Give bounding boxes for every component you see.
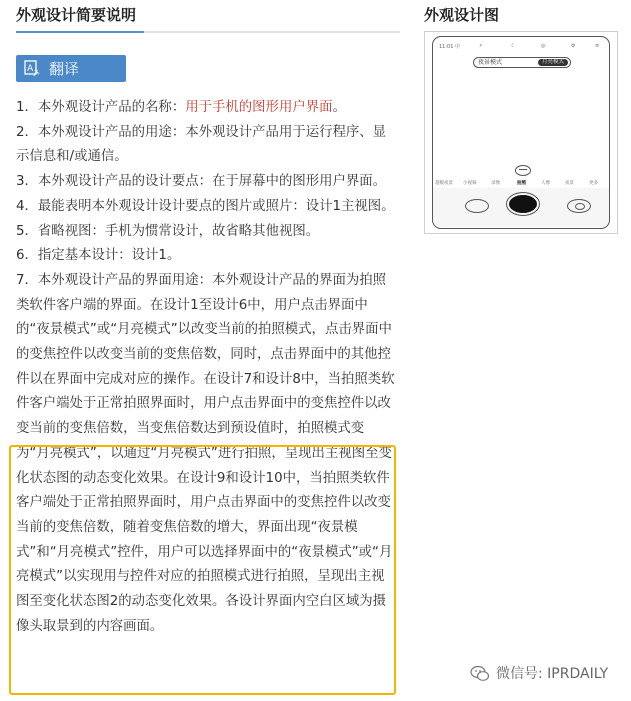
moon-mode-label: 月亮模式	[538, 59, 568, 66]
moon-icon: ☾	[511, 43, 516, 49]
camera-tab: 人像	[541, 181, 550, 186]
mode-switcher	[473, 57, 571, 68]
section-title-design-figure: 外观设计图	[424, 6, 500, 24]
flash-icon: ⚡	[479, 43, 483, 49]
camera-tab: 超级夜景	[435, 181, 453, 186]
camera-bottom-bar	[433, 188, 609, 227]
wechat-icon	[470, 665, 490, 682]
camera-tab: 录像	[491, 181, 500, 186]
translate-label: 翻译	[49, 60, 80, 78]
item-3: 3．本外观设计产品的设计要点：在于屏幕中的图形用户界面。	[16, 174, 387, 190]
translate-icon	[24, 60, 41, 77]
description-body	[16, 96, 396, 639]
switch-camera-icon	[567, 199, 591, 213]
item-7: 7．本外观设计产品的界面用途：本外观设计产品的界面为拍照类软件客户端的界面。在设计1至设计6中，用户点击界面中的“夜景模式”或“月亮模式”以改变当前的拍照模式，点击界面中的变焦控件以改变当前的变焦倍数，同时，点击界面中的其他控件以在界面中完成对应的操作。在设计7和设计8中，当拍照类软件客户端处于正常拍照界面时，用户点击界面中的变焦控件以改变当前的变焦倍数，当变焦倍数达到预设值时，拍照模式变为“月亮模式”，以通过“月亮模式”进行拍照，呈现出主视图至变化状态图的动态变化效果。在设计9和设计10中，当拍照类软件客户端处于正常拍照界面时，用户点击界面中的变焦控件以改变当前的变焦倍数，随着变焦倍数的增大，界面出现“夜景模式”和“月亮模式”控件，用户可以选择界面中的“夜景模式”或“月亮模式”以实现用与控件对应的拍照模式进行拍照，呈现出主视图至变化状态图2的动态变化效果。各设计界面内空白区域为摄像头取景到的内容画面。	[16, 272, 395, 634]
target-icon: ◎	[541, 43, 546, 49]
item-6: 6．指定基本设计：设计1。	[16, 248, 181, 264]
camera-tab: 夜景	[565, 181, 574, 186]
gallery-button-icon	[465, 199, 489, 213]
item-4: 4．最能表明本外观设计设计要点的图片或照片：设计1主视图。	[16, 198, 395, 214]
watermark-text: 微信号: IPRDAILY	[496, 666, 609, 682]
title-underline	[16, 31, 400, 33]
item-2: 2．本外观设计产品的用途：本外观设计产品用于运行程序、显示信息和/或通信。	[16, 124, 387, 165]
status-bar	[433, 43, 609, 51]
night-mode-label: 夜景模式	[478, 59, 503, 66]
translate-button[interactable]	[16, 55, 126, 82]
camera-tab-active: 拍照	[517, 181, 526, 186]
item-1	[16, 96, 396, 121]
zoom-control-icon	[515, 165, 531, 176]
item-5: 5．省略视图：手机为惯常设计，故省略其他视图。	[16, 223, 320, 239]
status-time: 11:01 中	[439, 44, 460, 50]
section-title-brief-description: 外观设计简要说明	[16, 6, 137, 24]
menu-icon: ≡	[595, 43, 600, 49]
camera-tab: 更多	[589, 181, 598, 186]
product-name-link: 用于手机的图形用户界面	[185, 100, 333, 115]
settings-icon: ⚙	[571, 43, 576, 49]
camera-mode-tabs	[433, 178, 609, 188]
phone-outline	[432, 36, 610, 229]
design-figure[interactable]	[424, 31, 618, 234]
shutter-button-icon	[509, 195, 537, 213]
wechat-watermark	[470, 663, 608, 683]
camera-tab: 小视频	[463, 181, 477, 186]
svg-text:A: A	[27, 64, 34, 74]
item-1-suffix: 。	[332, 100, 346, 115]
item-1-prefix: 1．本外观设计产品的名称：	[16, 100, 186, 115]
